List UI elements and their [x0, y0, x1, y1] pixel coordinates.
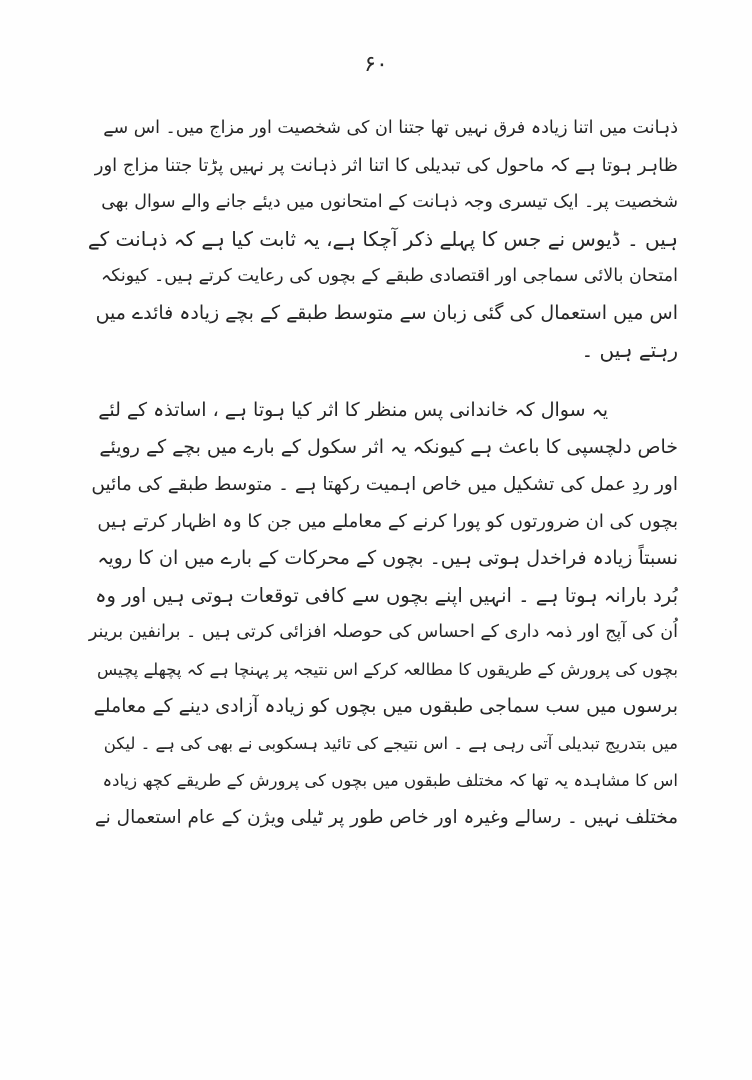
- paragraph-1: [88, 110, 678, 369]
- text-line: اس میں استعمال کی گئی زبان سے متوسط طبقے کے بچے زیادہ فائدے میں: [95, 302, 678, 324]
- text-line: ذہانت میں اتنا زیادہ فرق نہیں تھا جتنا ان کی شخصیت اور مزاج میں۔ اس سے: [103, 118, 678, 138]
- text-line: خاص دلچسپی کا باعث ہے کیونکہ یہ اثر سکول کے بارے میں بچے کے رویئے: [99, 436, 678, 458]
- text-line: مختلف نہیں ۔ رسالے وغیرہ اور خاص طور پر ٹیلی ویژن کے عام استعمال نے: [94, 807, 678, 828]
- text-line: اور ردِ عمل کی تشکیل میں خاص اہمیت رکھتا ہے ۔ متوسط طبقے کی مائیں: [91, 474, 678, 495]
- text-line: رہتے ہیں ۔: [581, 338, 678, 362]
- paragraph-gap: [88, 369, 678, 392]
- text-line: امتحان بالائی سماجی اور اقتصادی طبقے کے بچوں کی رعایت کرتے ہیں۔ کیونکہ: [101, 266, 678, 286]
- text-line: ظاہر ہوتا ہے کہ ماحول کی تبدیلی کا اتنا اثر ذہانت پر نہیں پڑتا جتنا مزاج اور: [94, 155, 678, 176]
- body-text: [88, 110, 678, 836]
- text-line: بچوں کی پرورش کے طریقوں کا مطالعہ کرکے اس نتیجہ پر پہنچا ہے کہ پچھلے پچیس: [96, 660, 678, 679]
- text-line: بُرد بارانہ ہوتا ہے ۔ انہیں اپنے بچوں سے کافی توقعات ہوتی ہیں اور وہ: [95, 584, 678, 607]
- text-line: اس کا مشاہدہ یہ تھا کہ مختلف طبقوں میں بچوں کی پرورش کے طریقے کچھ زیادہ: [102, 771, 678, 790]
- text-line: اُن کی آپج اور ذمہ داری کے احساس کی حوصلہ افزائی کرتی ہیں ۔ برانفین برینر: [88, 622, 678, 642]
- text-line: میں بتدریج تبدیلی آتی رہی ہے ۔ اس نتیجے کی تائید ہسکوبی نے بھی کی ہے ۔ لیکن: [103, 734, 678, 753]
- page-number: ۶۰: [364, 52, 388, 77]
- text-line: برسوں میں سب سماجی طبقوں میں بچوں کو زیادہ آزادی دینے کے معاملے: [93, 695, 678, 717]
- text-line: بچوں کی ان ضرورتوں کو پورا کرنے کے معاملے میں جن کا وہ اظہار کرتے ہیں: [97, 511, 678, 532]
- text-line: شخصیت پر۔ ایک تیسری وجہ ذہانت کے امتحانوں میں دیئے جانے والے سوال بھی: [101, 192, 678, 212]
- text-line: ہیں ۔ ڈیوس نے جس کا پہلے ذکر آچکا ہے، یہ ثابت کیا ہے کہ ذہانت کے: [88, 227, 678, 251]
- text-line: نسبتاً زیادہ فراخدل ہوتی ہیں۔ بچوں کے محرکات کے بارے میں ان کا رویہ: [97, 547, 678, 569]
- text-line: یہ سوال کہ خاندانی پس منظر کا اثر کیا ہوتا ہے ، اساتذہ کے لئے: [98, 399, 608, 421]
- paragraph-2: [88, 392, 678, 836]
